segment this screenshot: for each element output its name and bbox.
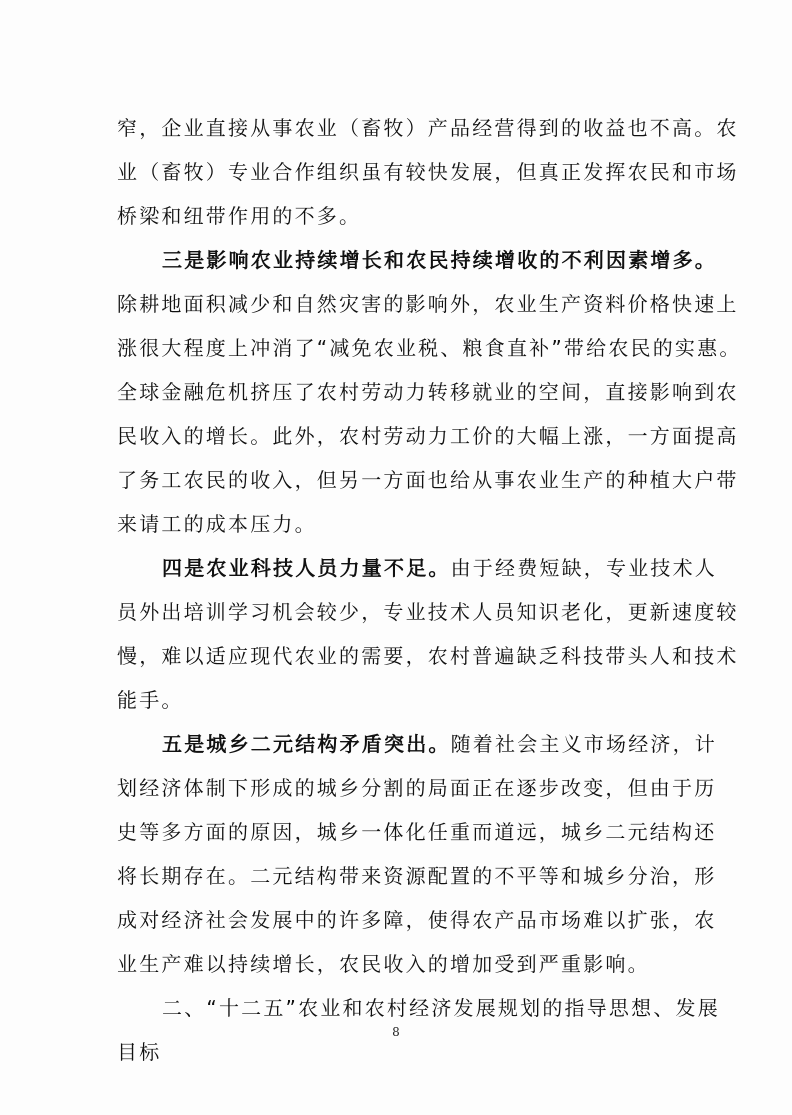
body-text-line: 涨很大程度上冲消了“减免农业税、粮食直补”带给农民的实惠。 (117, 336, 742, 360)
paragraph-heading: 四是农业科技人员力量不足。 (162, 556, 451, 580)
section-heading: 二、“十二五”农业和农村经济发展规划的指导思想、发展 (162, 996, 720, 1020)
body-text-line: 桥梁和纽带作用的不多。 (117, 204, 362, 228)
body-text-line: 除耕地面积减少和自然灾害的影响外，农业生产资料价格快速上 (117, 292, 739, 316)
body-text-line: 窄，企业直接从事农业（畜牧）产品经营得到的收益也不高。农 (117, 116, 739, 140)
body-text-line: 民收入的增长。此外，农村劳动力工价的大幅上涨，一方面提高 (117, 424, 739, 448)
body-text-line: 史等多方面的原因，城乡一体化任重而道远，城乡二元结构还 (117, 820, 717, 844)
body-text-inline: 由于经费短缺，专业技术人 (450, 556, 718, 580)
body-text-line: 成对经济社会发展中的许多障，使得农产品市场难以扩张，农 (117, 908, 717, 932)
body-text-line: 来请工的成本压力。 (117, 512, 317, 536)
section-heading-continuation: 目标 (117, 1040, 162, 1064)
body-text-line: 慢，难以适应现代农业的需要，农村普遍缺乏科技带头人和技术 (117, 644, 739, 668)
body-text-line: 员外出培训学习机会较少，专业技术人员知识老化，更新速度较 (117, 600, 739, 624)
body-text-line: 了务工农民的收入，但另一方面也给从事农业生产的种植大户带 (117, 468, 739, 492)
body-text-line: 全球金融危机挤压了农村劳动力转移就业的空间，直接影响到农 (117, 380, 739, 404)
body-text-line: 业生产难以持续增长，农民收入的增加受到严重影响。 (117, 952, 650, 976)
body-text-line: 业（畜牧）专业合作组织虽有较快发展，但真正发挥农民和市场 (117, 160, 739, 184)
paragraph-first-line (162, 548, 718, 588)
body-text-line: 能手。 (117, 688, 184, 712)
paragraph-heading: 五是城乡二元结构矛盾突出。 (162, 732, 451, 756)
body-text-line: 划经济体制下形成的城乡分割的局面正在逐步改变，但由于历 (117, 776, 717, 800)
page-number: 8 (392, 1025, 400, 1039)
paragraph-first-line (162, 724, 718, 764)
body-text-line: 将长期存在。二元结构带来资源配置的不平等和城乡分治，形 (117, 864, 717, 888)
paragraph-heading: 三是影响农业持续增长和农民持续增收的不利因素增多。 (162, 248, 717, 272)
body-text-inline: 随着社会主义市场经济，计 (450, 732, 718, 756)
